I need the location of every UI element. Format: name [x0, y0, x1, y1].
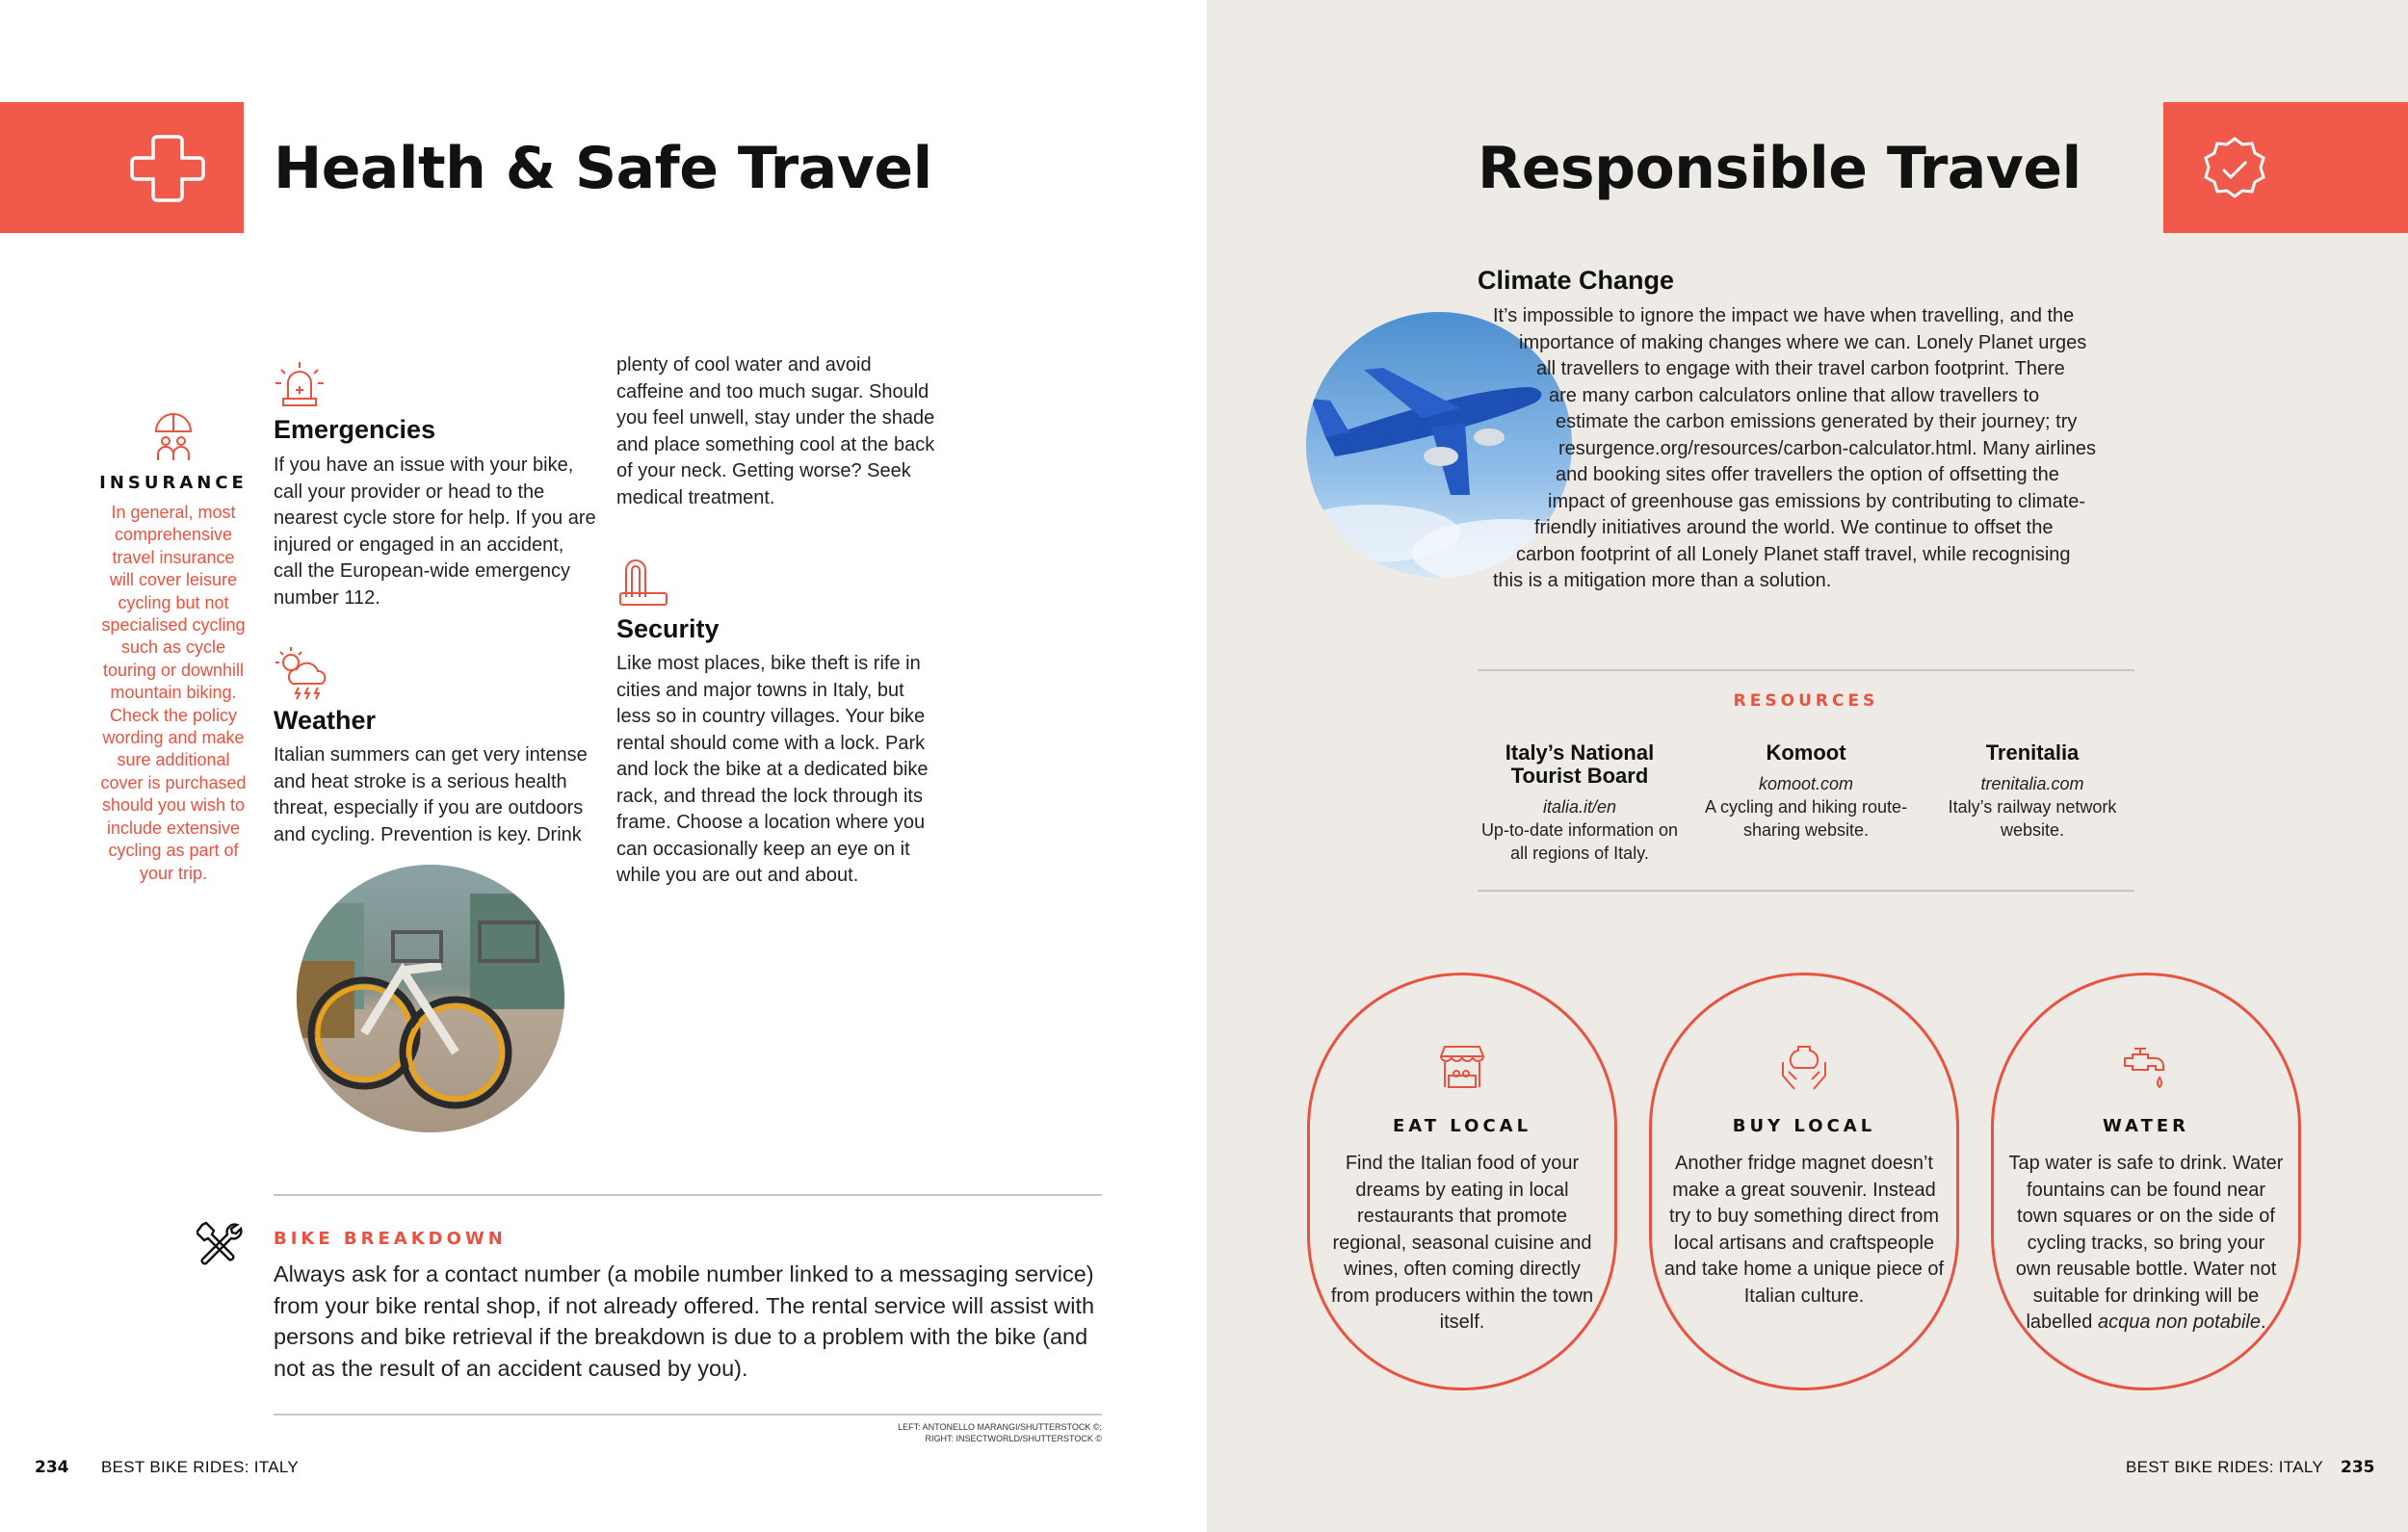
text-line: and heat stroke is a serious health — [274, 770, 567, 792]
text-line: this is a mitigation more than a solution. — [1493, 570, 1832, 591]
text-line: mountain biking. — [110, 683, 237, 703]
breakdown-text — [274, 1259, 1121, 1384]
resource-name: Komoot — [1766, 740, 1846, 765]
footer-label-left: BEST BIKE RIDES: ITALY — [101, 1458, 299, 1476]
text-line: RIGHT: INSECTWORLD/SHUTTERSTOCK © — [925, 1434, 1102, 1443]
resources-top-rule — [1478, 669, 2134, 671]
resource-link[interactable]: komoot.com — [1758, 774, 1854, 793]
text-line: and lock the bike at a dedicated bike — [616, 759, 929, 780]
resource-description: A cycling and hiking route- — [1704, 797, 1908, 817]
resource-description: website. — [2000, 820, 2065, 840]
tip-pill — [1991, 973, 2301, 1390]
resource-description: Up-to-date information on — [1480, 820, 1679, 840]
climate-text — [1493, 303, 2148, 595]
resource-name: Trenitalia — [1985, 740, 2080, 765]
insurance-text — [96, 502, 250, 885]
text-line: are many carbon calculators online that allow travellers to — [1549, 384, 2040, 406]
text-line: fountains can be found near — [2027, 1179, 2265, 1201]
tip-text — [1652, 1151, 1956, 1310]
text-line: and take home a unique piece of — [1663, 1259, 1945, 1280]
breakdown-heading: BIKE BREAKDOWN — [274, 1229, 507, 1249]
sun-storm-cloud-icon — [274, 645, 331, 701]
text-line: Italian culture. — [1743, 1285, 1865, 1307]
text-line: local artisans and craftspeople — [1673, 1232, 1935, 1254]
weather-text — [274, 742, 601, 848]
text-line: town squares or on the side of — [2017, 1206, 2275, 1227]
text-line: estimate the carbon emissions generated by their journey; try — [1556, 411, 2078, 432]
text-line: from producers within the town — [1330, 1285, 1594, 1307]
text-line: Check the policy — [109, 705, 238, 725]
text-line: not as the result of an accident caused by you). — [274, 1355, 748, 1381]
tip-pill — [1307, 973, 1617, 1390]
text-line: Find the Italian food of your — [1345, 1153, 1580, 1174]
text-line: friendly initiatives around the world. We continue to offset the — [1534, 517, 2054, 538]
text-line: own reusable bottle. Water not — [2015, 1259, 2277, 1280]
text-line: importance of making changes where we can. Lonely Planet urges — [1519, 331, 2087, 353]
text-line: will cover leisure — [109, 570, 238, 590]
text-line: impact of greenhouse gas emissions by contributing to climate- — [1548, 490, 2086, 512]
resource-description: Italy’s railway network — [1948, 797, 2117, 817]
siren-icon — [274, 360, 326, 408]
text-line: medical treatment. — [616, 486, 775, 508]
text-line: of your neck. Getting worse? Seek — [616, 460, 911, 481]
text-run: . — [2261, 1311, 2266, 1333]
bike-photo — [297, 865, 564, 1132]
text-line: your trip. — [139, 863, 208, 883]
text-line: from your bike rental shop, if not already offered. The rental service will assist with — [274, 1292, 1095, 1318]
text-line: cycling as part of — [108, 841, 239, 861]
page-title-left: Health & Safe Travel — [274, 135, 932, 202]
text-line: plenty of cool water and avoid — [616, 354, 872, 376]
market-stall-icon — [1437, 1043, 1487, 1093]
photo-credit — [813, 1421, 1102, 1444]
text-line: frame. Choose a location where you — [616, 812, 926, 833]
text-line: cycling but not — [118, 592, 229, 612]
text-line: include extensive — [106, 818, 241, 838]
italic-term: acqua non potabile — [2097, 1311, 2261, 1333]
resource-link[interactable]: trenitalia.com — [1980, 774, 2084, 793]
text-line: suitable for drinking will be — [2032, 1285, 2260, 1307]
text-line: In general, most — [111, 503, 236, 522]
text-line: Tap water is safe to drink. Water — [2008, 1153, 2284, 1174]
verified-badge-icon — [2200, 135, 2269, 204]
climate-heading: Climate Change — [1478, 266, 1675, 295]
text-line — [1994, 1310, 2298, 1337]
text-line: persons and bike retrieval if the breakdown is due to a problem with the bike (and — [274, 1324, 1088, 1349]
resource-description: all regions of Italy. — [1510, 844, 1649, 863]
resource-item — [1469, 741, 1690, 865]
tip-text — [1310, 1151, 1614, 1337]
footer-label-right: BEST BIKE RIDES: ITALY — [2126, 1458, 2323, 1476]
text-line: make a great souvenir. Instead — [1672, 1179, 1936, 1201]
text-line: Always ask for a contact number (a mobile number linked to a messaging service) — [274, 1261, 1094, 1286]
text-line: can occasionally keep an eye on it — [616, 838, 910, 860]
text-line: touring or downhill — [102, 660, 245, 680]
text-line: threat, especially if you are outdoors — [274, 797, 584, 818]
resources-bottom-rule — [1478, 890, 2134, 892]
security-text — [616, 651, 944, 890]
resource-link[interactable]: italia.it/en — [1542, 797, 1617, 817]
right-header-bar — [2163, 102, 2408, 233]
text-line: LEFT: ANTONELLO MARANGI/SHUTTERSTOCK ©; — [898, 1422, 1102, 1432]
resource-name: Tourist Board — [1510, 764, 1649, 788]
tip-heading: BUY LOCAL — [1732, 1116, 1876, 1136]
text-line: such as cycle — [120, 637, 226, 658]
text-line: you feel unwell, stay under the shade — [616, 407, 935, 428]
text-line: all travellers to engage with their travel carbon footprint. There — [1536, 358, 2065, 379]
tip-pill — [1649, 973, 1959, 1390]
text-line: restaurants that promote — [1357, 1206, 1567, 1227]
text-line: rental should come with a lock. Park — [616, 732, 926, 754]
umbrella-family-icon — [152, 410, 195, 466]
tip-text — [1994, 1151, 2298, 1337]
resource-name: Italy’s National — [1505, 740, 1655, 765]
security-heading: Security — [616, 614, 720, 643]
breakdown-top-rule — [274, 1194, 1102, 1196]
insurance-heading: INSURANCE — [99, 473, 248, 493]
page-number-left: 234 — [35, 1458, 69, 1477]
text-line: comprehensive — [114, 525, 233, 545]
text-line: should you wish to — [101, 795, 246, 816]
text-line: while you are out and about. — [616, 865, 859, 886]
page-number-right: 235 — [2341, 1458, 2375, 1477]
water-tap-icon — [2121, 1043, 2171, 1093]
text-line: less so in country villages. Your bike — [616, 706, 926, 727]
text-line: and cycling. Prevention is key. Drink — [274, 823, 582, 845]
text-line: wording and make — [102, 728, 245, 748]
bike-lock-icon — [616, 555, 670, 609]
resource-item — [1695, 741, 1917, 842]
resource-description: sharing website. — [1742, 820, 1870, 840]
text-line: and place something cool at the back — [616, 433, 935, 455]
text-line: call the European-wide emergency — [274, 560, 570, 582]
text-line: injured or engaged in an accident, — [274, 533, 564, 556]
text-line: cover is purchased — [100, 772, 247, 792]
text-line: rack, and thread the lock through its — [616, 785, 923, 807]
resources-list — [1454, 741, 2158, 867]
text-line: resurgence.org/resources/carbon-calculator.html. Many airlines — [1558, 437, 2097, 459]
text-line: Italian summers can get very intense — [274, 744, 588, 766]
text-line: nearest cycle store for help. If you are — [274, 507, 596, 529]
left-header-bar — [0, 102, 244, 233]
emergencies-text — [274, 453, 601, 611]
weather-text-continued — [616, 352, 944, 511]
text-line: number 112. — [274, 586, 380, 609]
resource-item — [1922, 741, 2143, 842]
text-line: Another fridge magnet doesn’t — [1675, 1153, 1933, 1174]
text-line: cities and major towns in Italy, but — [616, 679, 904, 701]
breakdown-bottom-rule — [274, 1414, 1102, 1415]
medical-cross-icon — [130, 131, 205, 206]
tools-icon — [196, 1219, 243, 1265]
text-line: travel insurance — [112, 547, 235, 567]
text-run: labelled — [2026, 1311, 2098, 1333]
page-title-right: Responsible Travel — [1478, 135, 2081, 202]
text-line: dreams by eating in local — [1355, 1179, 1569, 1201]
text-line: sure additional — [117, 750, 230, 770]
text-line: If you have an issue with your bike, — [274, 454, 574, 476]
text-line: Like most places, bike theft is rife in — [616, 653, 921, 674]
text-line: specialised cycling — [101, 615, 246, 636]
emergencies-heading: Emergencies — [274, 415, 436, 444]
text-line: carbon footprint of all Lonely Planet staff travel, while recognising — [1516, 543, 2071, 565]
text-line: caffeine and too much sugar. Should — [616, 380, 929, 402]
text-line: wines, often coming directly — [1344, 1259, 1581, 1280]
weather-heading: Weather — [274, 706, 377, 735]
text-line: cycling tracks, so bring your — [2027, 1232, 2265, 1254]
tip-heading: WATER — [2102, 1116, 2189, 1136]
text-line: and booking sites offer travellers the option of offsetting the — [1556, 464, 2059, 485]
text-line: regional, seasonal cuisine and — [1332, 1232, 1592, 1254]
resources-heading: RESOURCES — [1733, 691, 1879, 711]
text-line: call your provider or head to the — [274, 480, 545, 503]
tip-heading: EAT LOCAL — [1392, 1116, 1532, 1136]
text-line: try to buy something direct from — [1668, 1206, 1940, 1227]
hands-vase-icon — [1779, 1043, 1829, 1093]
text-line: It’s impossible to ignore the impact we have when travelling, and the — [1493, 305, 2075, 326]
text-line: itself. — [1439, 1311, 1485, 1333]
